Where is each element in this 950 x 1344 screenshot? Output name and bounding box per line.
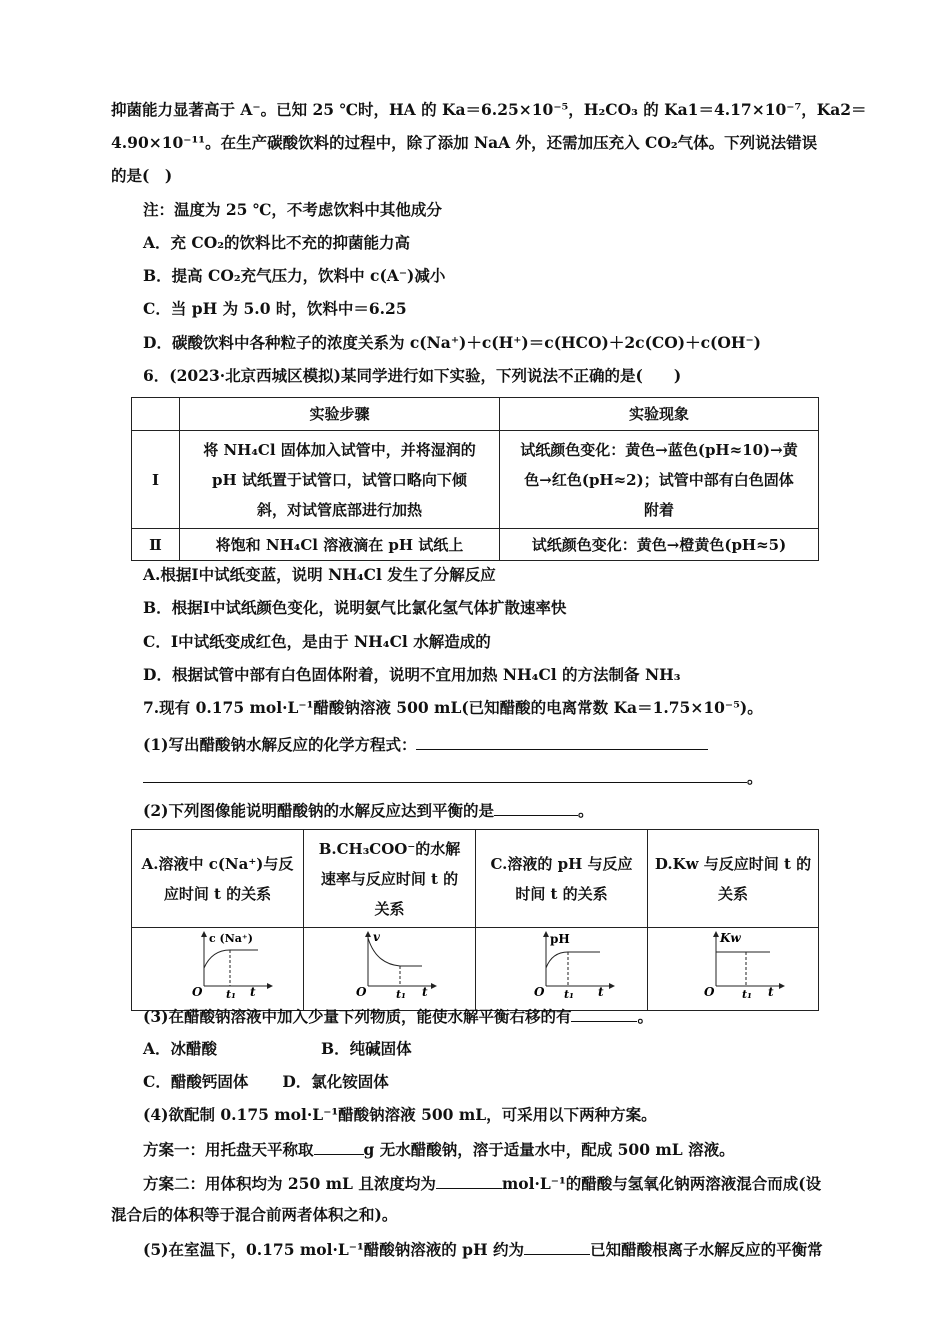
row1-step	[180, 431, 500, 529]
y-axis-arrow-icon	[365, 931, 371, 937]
q7-part4-scheme2	[143, 1172, 821, 1194]
q7-part4: (4)欲配制 0.175 mol·L⁻¹醋酸钠溶液 500 mL，可采用以下两种方案。	[143, 1105, 657, 1124]
experiment-table	[131, 397, 819, 561]
q7-part1-cont	[143, 766, 763, 788]
table-header-steps: 实验步骤	[180, 398, 500, 431]
row1-step-line: 斜，对试管底部进行加热	[256, 500, 422, 519]
period: 。	[747, 768, 763, 787]
t-label: t	[421, 985, 428, 999]
graph-a	[138, 928, 298, 1000]
q7-stem: 7.现有 0.175 mol·L⁻¹醋酸钠溶液 500 mL(已知醋酸的电离常数 Ka＝1.75×10⁻⁵)。	[143, 698, 763, 717]
q7-part1	[143, 733, 708, 755]
t-label: t	[768, 985, 774, 999]
q6-option-d: D．根据试管中部有白色固体附着，说明不宜用加热 NH₄Cl 的方法制备 NH₃	[143, 665, 681, 684]
graph-d	[648, 928, 818, 1000]
answer-blank[interactable]	[571, 1005, 637, 1022]
table-row	[132, 529, 819, 561]
caption-line: B.CH₃COO⁻的水解	[318, 839, 461, 858]
y-axis-arrow-icon	[201, 931, 207, 937]
table-header-empty	[132, 398, 180, 431]
graph-option-a-caption	[132, 830, 304, 928]
scheme2-text: 方案二：用体积均为 250 mL 且浓度均为	[143, 1174, 436, 1193]
q7-part5-text: 已知醋酸根离子水解反应的平衡常	[590, 1240, 823, 1259]
caption-line: 关系	[717, 884, 748, 903]
q6-option-c: C．Ⅰ中试纸变成红色，是由于 NH₄Cl 水解造成的	[143, 632, 491, 651]
y-axis-arrow-icon	[543, 931, 549, 937]
graph-cell-d	[648, 928, 819, 1011]
row1-phen-line: 色→红色(pH≈2)；试管中部有白色固体	[524, 470, 794, 489]
graph-cell-a	[132, 928, 304, 1011]
intro-line-2: 4.90×10⁻¹¹。在生产碳酸饮料的过程中，除了添加 NaA 外，还需加压充入 CO₂气体。下列说法错误	[111, 133, 818, 152]
q7-part3-option-c: C．醋酸钙固体	[143, 1072, 249, 1091]
caption-line: 应时间 t 的关系	[163, 884, 272, 903]
scheme2-text: mol·L⁻¹的醋酸与氢氧化钠两溶液混合而成(设	[501, 1174, 822, 1193]
answer-blank[interactable]	[494, 799, 578, 816]
q7-part3-text: (3)在醋酸钠溶液中加入少量下列物质，能使水解平衡右移的有	[143, 1007, 572, 1026]
t-label: t	[597, 985, 604, 999]
origin-label: O	[704, 985, 715, 999]
intro-line-3: 的是( )	[111, 166, 173, 185]
q7-part4-scheme1	[143, 1138, 735, 1160]
q7-part1-text: (1)写出醋酸钠水解反应的化学方程式：	[143, 735, 417, 754]
row2-step: 将饱和 NH₄Cl 溶液滴在 pH 试纸上	[180, 529, 500, 561]
note-line: 注：温度为 25 ℃，不考虑饮料中其他成分	[143, 200, 442, 219]
row-label-2: Ⅱ	[132, 529, 180, 561]
period: 。	[637, 1007, 653, 1026]
q7-part5	[143, 1238, 823, 1260]
q7-part3-option-b: B．纯碱固体	[321, 1039, 412, 1058]
y-axis-arrow-icon	[713, 931, 719, 937]
q7-part3-options-cd	[143, 1072, 389, 1092]
curve	[546, 952, 600, 968]
answer-blank[interactable]	[524, 1238, 590, 1255]
curve	[204, 950, 258, 968]
y-axis-label: Kw	[720, 931, 741, 945]
t-label: t	[249, 985, 256, 999]
q6-option-a: A.根据Ⅰ中试纸变蓝，说明 NH₄Cl 发生了分解反应	[143, 565, 496, 584]
q6-option-b: B．根据Ⅰ中试纸颜色变化，说明氨气比氯化氢气体扩散速率快	[143, 598, 567, 617]
t1-label: t₁	[563, 988, 574, 1000]
row1-phenomenon	[500, 431, 819, 529]
answer-blank[interactable]	[416, 733, 708, 750]
x-axis-arrow-icon	[431, 983, 437, 989]
caption-line: C.溶液的 pH 与反应	[490, 854, 633, 873]
q7-part2	[143, 799, 593, 821]
caption-line: 速率与反应时间 t 的	[320, 869, 459, 888]
x-axis-arrow-icon	[779, 983, 785, 989]
graph-b	[310, 928, 470, 1000]
caption-line: 关系	[374, 899, 405, 918]
graph-cell-b	[304, 928, 476, 1011]
t1-label: t₁	[395, 988, 406, 1000]
t1-label: t₁	[742, 988, 752, 1000]
q7-part5-text: (5)在室温下，0.175 mol·L⁻¹醋酸钠溶液的 pH 约为	[143, 1240, 525, 1259]
caption-line: A.溶液中 c(Na⁺)与反	[141, 854, 294, 873]
caption-line: D.Kw 与反应时间 t 的	[654, 854, 812, 873]
graph-cell-c	[476, 928, 648, 1011]
row1-step-line: pH 试纸置于试管口，试管口略向下倾	[212, 470, 467, 489]
origin-label: O	[191, 985, 202, 999]
q7-part2-text: (2)下列图像能说明醋酸钠的水解反应达到平衡的是	[143, 801, 494, 820]
row2-phenomenon: 试纸颜色变化：黄色→橙黄色(pH≈5)	[500, 529, 819, 561]
y-axis-label: c (Na⁺)	[208, 932, 253, 945]
answer-blank[interactable]	[314, 1138, 364, 1155]
intro-line-1: 抑菌能力显著高于 A⁻。已知 25 ℃时，HA 的 Ka＝6.25×10⁻⁵，H₂CO₃ 的 Ka1＝4.17×10⁻⁷，Ka2＝	[111, 100, 867, 119]
graph-c	[482, 928, 642, 1000]
y-axis-label: v	[372, 930, 380, 944]
caption-line: 时间 t 的关系	[515, 884, 608, 903]
q7-part3-option-a: A．冰醋酸	[143, 1039, 218, 1058]
origin-label: O	[533, 985, 544, 999]
x-axis-arrow-icon	[609, 983, 615, 989]
q6-stem: 6．(2023·北京西城区模拟)某同学进行如下实验，下列说法不正确的是( )	[143, 366, 682, 385]
table-header-phenomena: 实验现象	[500, 398, 819, 431]
answer-blank[interactable]	[143, 766, 747, 783]
graph-table	[131, 829, 819, 1011]
q5-option-c: C．当 pH 为 5.0 时，饮料中＝6.25	[143, 299, 407, 318]
q7-part3-option-d: D．氯化铵固体	[282, 1072, 389, 1091]
q5-option-b: B．提高 CO₂充气压力，饮料中 c(A⁻)减小	[143, 266, 446, 285]
y-axis-label: pH	[549, 932, 570, 946]
q5-option-a: A．充 CO₂的饮料比不充的抑菌能力高	[143, 233, 411, 252]
scheme1-text: 方案一：用托盘天平称取	[143, 1140, 314, 1159]
row-label-1: Ⅰ	[132, 431, 180, 529]
q7-part3	[143, 1005, 653, 1027]
row1-phen-line: 试纸颜色变化：黄色→蓝色(pH≈10)→黄	[520, 440, 798, 459]
x-axis-arrow-icon	[267, 983, 273, 989]
scheme1-text: g 无水醋酸钠，溶于适量水中，配成 500 mL 溶液。	[363, 1140, 735, 1159]
row1-phen-line: 附着	[643, 500, 674, 519]
q7-part3-options-ab	[143, 1039, 412, 1059]
q5-option-d: D．碳酸饮料中各种粒子的浓度关系为 c(Na⁺)＋c(H⁺)＝c(HCO)＋2c(CO)＋c(OH⁻)	[143, 333, 762, 352]
q7-part4-scheme2-cont: 混合后的体积等于混合前两者体积之和)。	[111, 1205, 398, 1224]
graph-option-d-caption	[648, 830, 819, 928]
graph-option-c-caption	[476, 830, 648, 928]
table-row	[132, 431, 819, 529]
period: 。	[577, 801, 594, 820]
row1-step-line: 将 NH₄Cl 固体加入试管中，并将湿润的	[203, 440, 476, 459]
graph-option-b-caption	[304, 830, 476, 928]
t1-label: t₁	[225, 988, 236, 1000]
answer-blank[interactable]	[436, 1172, 502, 1189]
origin-label: O	[355, 985, 366, 999]
